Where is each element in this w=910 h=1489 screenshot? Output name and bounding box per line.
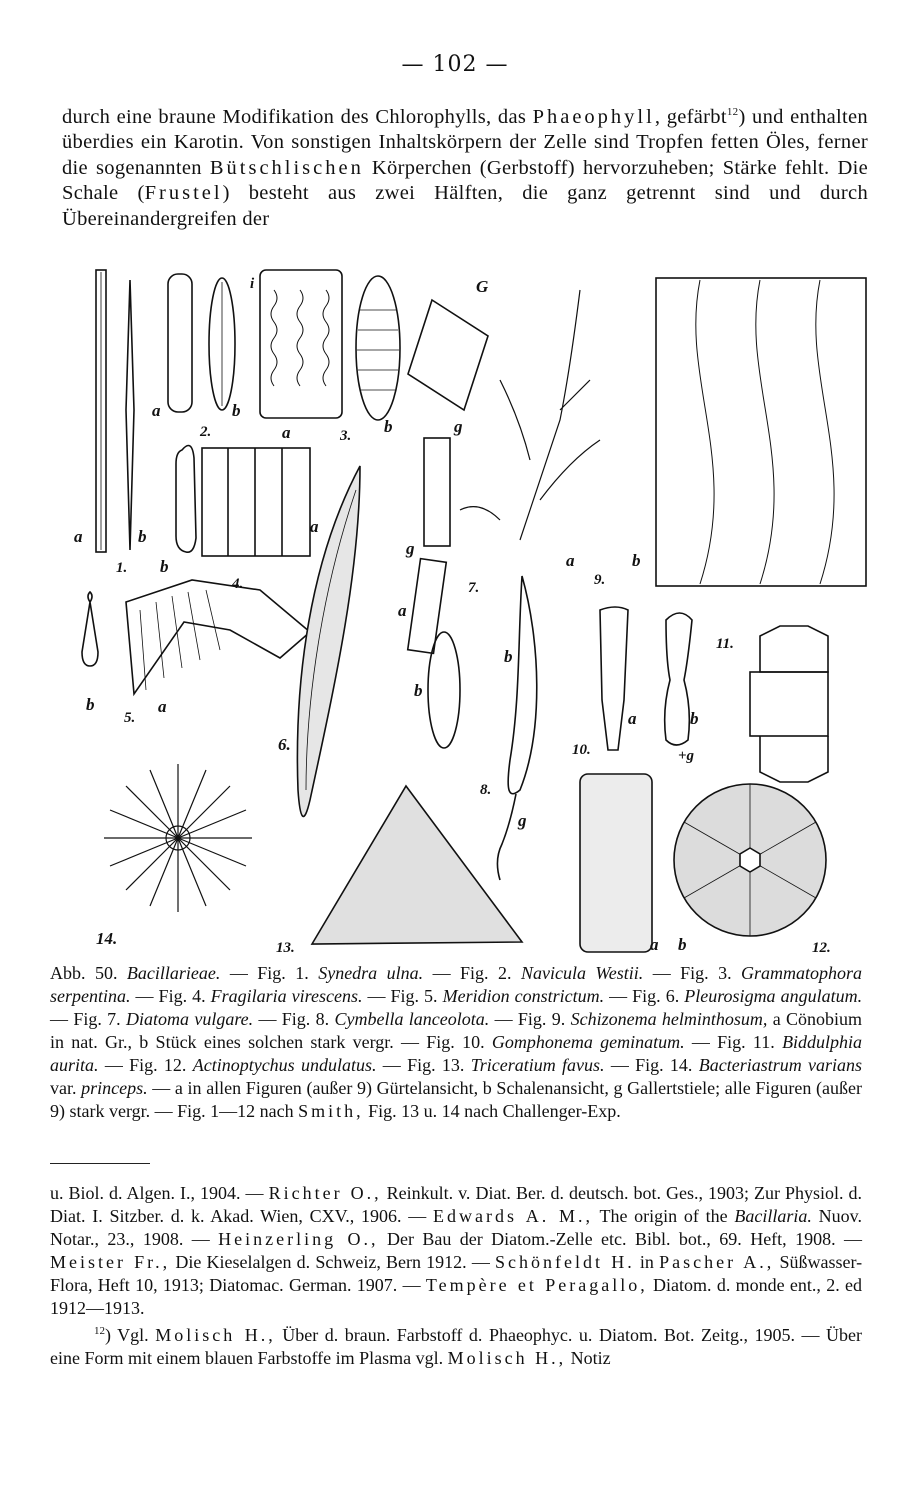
- fig4-b-label: b: [160, 557, 169, 576]
- fig9-a-label: a: [566, 551, 575, 570]
- fig12-a-label: a: [650, 935, 659, 954]
- footnote-continued: [50, 1182, 862, 1320]
- caption-taxon: Fragilaria virescens.: [210, 986, 363, 1006]
- body-text-part: ) besteht aus zwei Hälften, die ganz getrennt sind und durch Übereinandergreifen der: [62, 182, 868, 230]
- fig8-cymbella-drawing: [497, 576, 536, 880]
- fig9-schizonema-drawing: [460, 278, 866, 586]
- caption-text: a Cönobium in nat. Gr., b Stück eines solchen stark vergr. — Fig. 10.: [50, 1009, 863, 1052]
- fig5-label: 5.: [124, 710, 136, 726]
- note-author: Meister Fr.,: [50, 1252, 171, 1272]
- footnote-marker: 12: [94, 1325, 105, 1337]
- caption-taxon: Biddulphia aurita.: [50, 1032, 863, 1075]
- caption-text: Abb. 50.: [50, 963, 118, 983]
- caption-text: — Fig. 9.: [494, 1009, 566, 1029]
- caption-taxon: Meridion constrictum.: [442, 986, 605, 1006]
- fig2-label: 2.: [200, 424, 212, 440]
- caption-taxon: princeps.: [81, 1078, 148, 1098]
- caption-text: — Fig. 5.: [367, 986, 438, 1006]
- footnote-separator: [50, 1163, 150, 1164]
- caption-taxon: Bacillarieae.: [126, 963, 221, 983]
- note-text: in: [639, 1252, 654, 1272]
- note-author: Schönfeldt H.: [495, 1252, 635, 1272]
- caption-text: — Fig. 4.: [135, 986, 206, 1006]
- fig1-synedra-drawing: [96, 270, 134, 552]
- footnotes: [50, 1182, 862, 1370]
- fig1-label: 1.: [116, 560, 128, 576]
- caption-text: — Fig. 8.: [258, 1009, 330, 1029]
- fig7-a-label: a: [398, 601, 407, 620]
- fig13-label: 13.: [276, 940, 295, 956]
- note-text: Notiz: [570, 1348, 611, 1368]
- fig7-b-label: b: [414, 681, 423, 700]
- note-author: Tempère et Peragallo,: [425, 1275, 648, 1295]
- fig12-actinoptychus-drawing: [580, 774, 826, 952]
- fig9-b-label: b: [632, 551, 641, 570]
- fig10-g-label: +g: [678, 748, 695, 764]
- note-author: Pascher A.,: [659, 1252, 775, 1272]
- caption-taxon: Pleurosigma angulatum.: [684, 986, 863, 1006]
- fig3-i-label: i: [250, 276, 255, 292]
- note-taxon: Bacillaria.: [734, 1206, 812, 1226]
- body-text-part: durch eine braune Modifikation des Chlorophylls, das: [62, 105, 527, 128]
- fig3-a-label: a: [282, 423, 291, 442]
- caption-text: — Fig. 14.: [610, 1055, 693, 1075]
- fig4-fragilaria-drawing: [176, 446, 310, 557]
- fig7-label: 7.: [468, 580, 480, 596]
- fig12-b-label: b: [678, 935, 687, 954]
- caption-text: — Fig. 7.: [50, 1009, 121, 1029]
- fig1-a-label: a: [74, 527, 83, 546]
- fig3-label: 3.: [340, 428, 352, 444]
- note-text: The origin of the: [599, 1206, 728, 1226]
- caption-taxon: Cymbella lanceolota.: [334, 1009, 490, 1029]
- caption-taxon: Actinoptychus undulatus.: [192, 1055, 377, 1075]
- fig10-a-label: a: [628, 709, 637, 728]
- body-text-part: , gefärbt: [654, 105, 727, 128]
- caption-text: — Fig. 11.: [691, 1032, 775, 1052]
- fig4-a-label: a: [310, 517, 319, 536]
- fig1-b-label: b: [138, 527, 147, 546]
- caption-taxon: Gomphonema geminatum.: [491, 1032, 685, 1052]
- note-text: Der Bau der Diatom.-Zelle etc. Bibl. bot., 69. Heft, 1908. —: [386, 1229, 863, 1249]
- diatom-figure-plate: [60, 260, 870, 960]
- caption-taxon: Grammatophora serpentina.: [50, 963, 863, 1006]
- note-author: Molisch H.,: [155, 1325, 276, 1345]
- note-author: Edwards A. M.,: [433, 1206, 594, 1226]
- body-paragraph: [62, 100, 868, 232]
- fig7-G-label: G: [476, 277, 489, 296]
- fig9-label: 9.: [594, 572, 606, 588]
- figure-caption: [50, 962, 862, 1123]
- fig10-gomphonema-drawing: [600, 607, 692, 750]
- caption-text: — Fig. 13.: [382, 1055, 465, 1075]
- note-author: Richter O.,: [268, 1183, 382, 1203]
- fig8-label: 8.: [480, 782, 492, 798]
- caption-text: var.: [50, 1078, 77, 1098]
- term-buetschli: Bütschlischen: [209, 156, 364, 179]
- caption-taxon: Diatoma vulgare.: [126, 1009, 254, 1029]
- note-text: Die Kieselalgen d. Schweiz, Bern 1912. —: [175, 1252, 490, 1272]
- note-text: Süßwasser-Flora, Heft 10, 1913; Diatomac. German. 1907. —: [50, 1252, 863, 1295]
- fig12-label: 12.: [812, 940, 831, 956]
- note-author: Molisch H.,: [447, 1348, 567, 1368]
- note-text: Reinkult. v. Diat. Ber. d. deutsch. bot. Ges., 1903; Zur Physiol. d. Diat. I. Sitzber. d. k. Akad. Wien, CXV., 1906. —: [50, 1183, 863, 1226]
- caption-text: — Fig. 12.: [104, 1055, 187, 1075]
- fig5-a-label: a: [158, 697, 167, 716]
- caption-taxon: Navicula Westii.: [520, 963, 644, 983]
- note-text: Über d. braun. Farbstoff d. Phaeophyc. u. Diatom. Bot. Zeitg., 1905. — Über eine Form mit einem blauen Farbstoffe im Plasma vgl.: [50, 1325, 862, 1368]
- fig3-b-label: b: [384, 417, 393, 436]
- fig5-b-label: b: [86, 695, 95, 714]
- fig6-pleurosigma-drawing: [297, 466, 360, 816]
- page-number: — 102 —: [401, 52, 509, 77]
- term-frustel: Frustel: [144, 182, 223, 205]
- fig14-label: 14.: [96, 929, 118, 948]
- fig6-label: 6.: [278, 735, 291, 754]
- caption-author: Smith,: [298, 1101, 364, 1121]
- fig10-label: 10.: [572, 742, 591, 758]
- term-phaeophyll: Phaeophyll: [532, 105, 655, 128]
- caption-text: Fig. 13 u. 14 nach Challenger-Exp.: [368, 1101, 621, 1121]
- footnote-ref: 12: [726, 106, 739, 118]
- fig11-biddulphia-drawing: [750, 626, 828, 782]
- caption-text: — Fig. 2.: [432, 963, 512, 983]
- fig8-g-label: g: [518, 811, 527, 830]
- fig3-grammatophora-drawing: [260, 270, 400, 420]
- fig13-triceratium-drawing: [312, 786, 522, 944]
- note-text: ) Vgl.: [105, 1325, 149, 1345]
- note-author: Heinzerling O.,: [218, 1229, 379, 1249]
- caption-taxon: Bacteriastrum varians: [698, 1055, 863, 1075]
- fig11-label: 11.: [716, 636, 734, 652]
- fig8-b-label: b: [504, 647, 513, 666]
- caption-text: — Fig. 3.: [652, 963, 732, 983]
- caption-text: — Fig. 1.: [229, 963, 309, 983]
- caption-taxon: Triceratium favus.: [470, 1055, 605, 1075]
- fig2-a-label: a: [152, 401, 161, 420]
- note-text: u. Biol. d. Algen. I., 1904. —: [50, 1183, 264, 1203]
- body-text-part: ) und enthalten überdies ein Karotin. Von sonstigen Inhaltskörpern der Zelle sind Tropfen fetten Öles, ferner die sogenannten: [62, 105, 868, 179]
- caption-text: — Fig. 6.: [609, 986, 680, 1006]
- caption-taxon: Synedra ulna.: [318, 963, 424, 983]
- fig2-b-label: b: [232, 401, 241, 420]
- caption-taxon: Schizonema helminthosum,: [570, 1009, 768, 1029]
- fig7-g-label: g: [406, 539, 415, 558]
- fig10-b-label: b: [690, 709, 699, 728]
- fig2-navicula-drawing: [168, 274, 235, 412]
- fig7-g2-label: g: [454, 417, 463, 436]
- note-text: Nuov. Notar., 23., 1908. —: [50, 1206, 862, 1249]
- fig4-label: 4.: [232, 576, 244, 592]
- caption-text: — a in allen Figuren (außer 9) Gürtelansicht, b Schalenansicht, g Gallertstiele; alle Figuren (außer 9) stark vergr. — Fig. 1—12 nach: [50, 1078, 863, 1121]
- body-text-part: Körperchen (Gerbstoff) hervorzuheben; Stärke fehlt. Die Schale (: [62, 156, 868, 205]
- fig14-bacteriastrum-drawing: [104, 764, 252, 912]
- footnote-12: [50, 1320, 862, 1370]
- note-text: Diatom. d. monde ent., 2. ed 1912—1913.: [50, 1275, 863, 1318]
- fig5-meridion-drawing: [82, 580, 310, 694]
